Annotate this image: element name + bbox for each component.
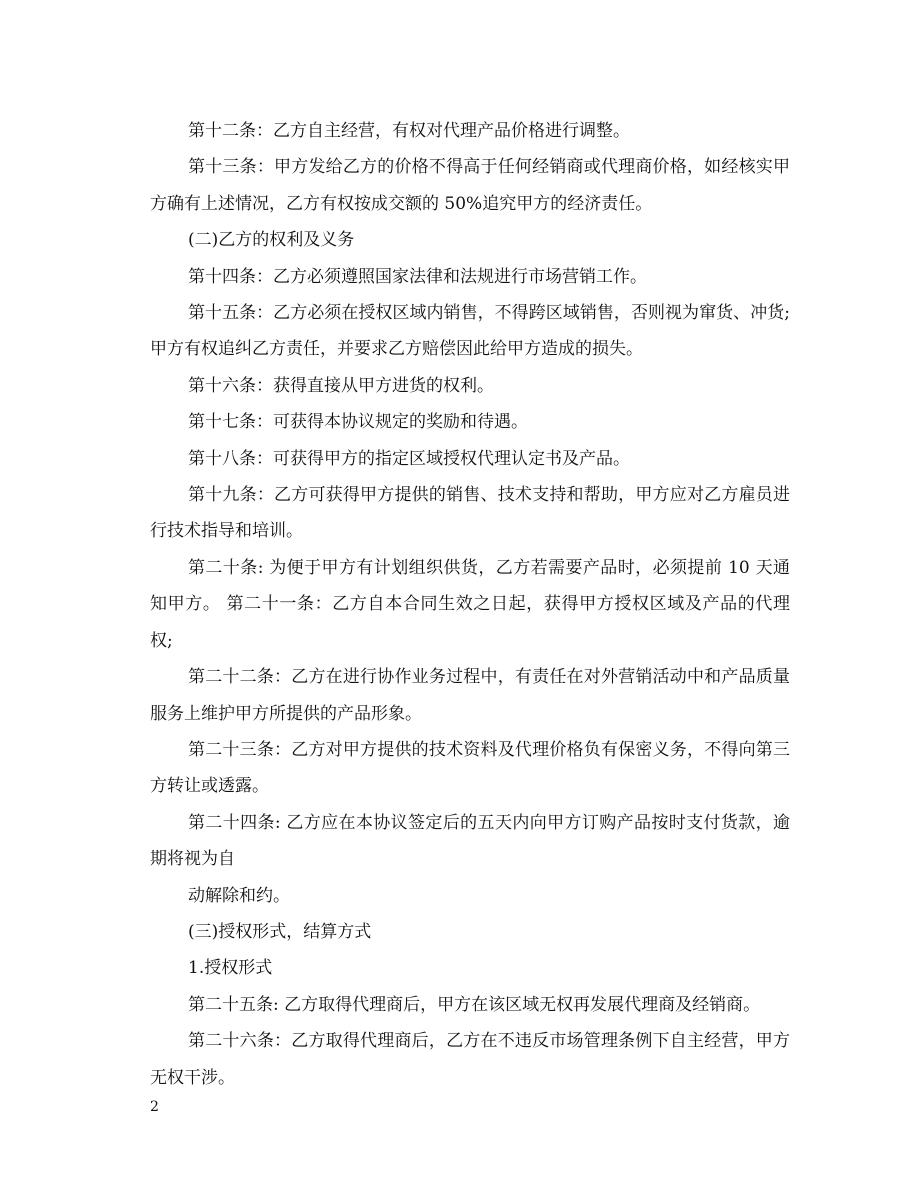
page-number: 2 [150,1099,159,1115]
clause-24: 第二十四条: 乙方应在本协议签定后的五天内向甲方订购产品按时支付货款，逾期将视为自 [150,812,790,870]
clause-24-continued: 动解除和约。 [188,885,290,906]
clause-23: 第二十三条：乙方对甲方提供的技术资料及代理价格负有保密义务，不得向第三方转让或透露。 [150,739,790,797]
clause-13: 第十三条：甲方发给乙方的价格不得高于任何经销商或代理商价格，如经核实甲方确有上述情况，乙方有权按成交额的 50%追究甲方的经济责任。 [150,157,790,214]
clause-14: 第十四条：乙方必须遵照国家法律和法规进行市场营销工作。 [188,266,647,287]
clause-17: 第十七条：可获得本协议规定的奖励和待遇。 [188,412,528,433]
clause-16: 第十六条：获得直接从甲方进货的权利。 [188,375,494,396]
section-heading-2: (二)乙方的权利及义务 [188,230,355,251]
clause-26: 第二十六条：乙方取得代理商后，乙方在不违反市场管理条例下自主经营，甲方无权干涉。 [150,1031,790,1088]
clause-18: 第十八条：可获得甲方的指定区域授权代理认定书及产品。 [188,448,630,469]
section-heading-3: (三)授权形式，结算方式 [188,921,372,942]
clause-20-21: 第二十条: 为便于甲方有计划组织供货，乙方若需要产品时，必须提前 10 天通知甲方。 第二十一条：乙方自本合同生效之日起，获得甲方授权区域及产品的代理权; [150,557,790,651]
clause-12: 第十二条：乙方自主经营，有权对代理产品价格进行调整。 [188,121,630,141]
clause-15: 第十五条：乙方必须在授权区域内销售，不得跨区域销售，否则视为窜货、冲货;甲方有权追纠乙方责任，并要求乙方赔偿因此给甲方造成的损失。 [150,303,790,360]
clause-19: 第十九条：乙方可获得甲方提供的销售、技术支持和帮助，甲方应对乙方雇员进行技术指导和培训。 [150,485,790,542]
clause-25: 第二十五条: 乙方取得代理商后，甲方在该区域无权再发展代理商及经销商。 [188,994,761,1015]
subsection-heading-1: 1.授权形式 [188,958,273,979]
document-body [150,113,790,1096]
clause-22: 第二十二条：乙方在进行协作业务过程中，有责任在对外营销活动中和产品质量服务上维护甲方所提供的产品形象。 [150,667,790,724]
